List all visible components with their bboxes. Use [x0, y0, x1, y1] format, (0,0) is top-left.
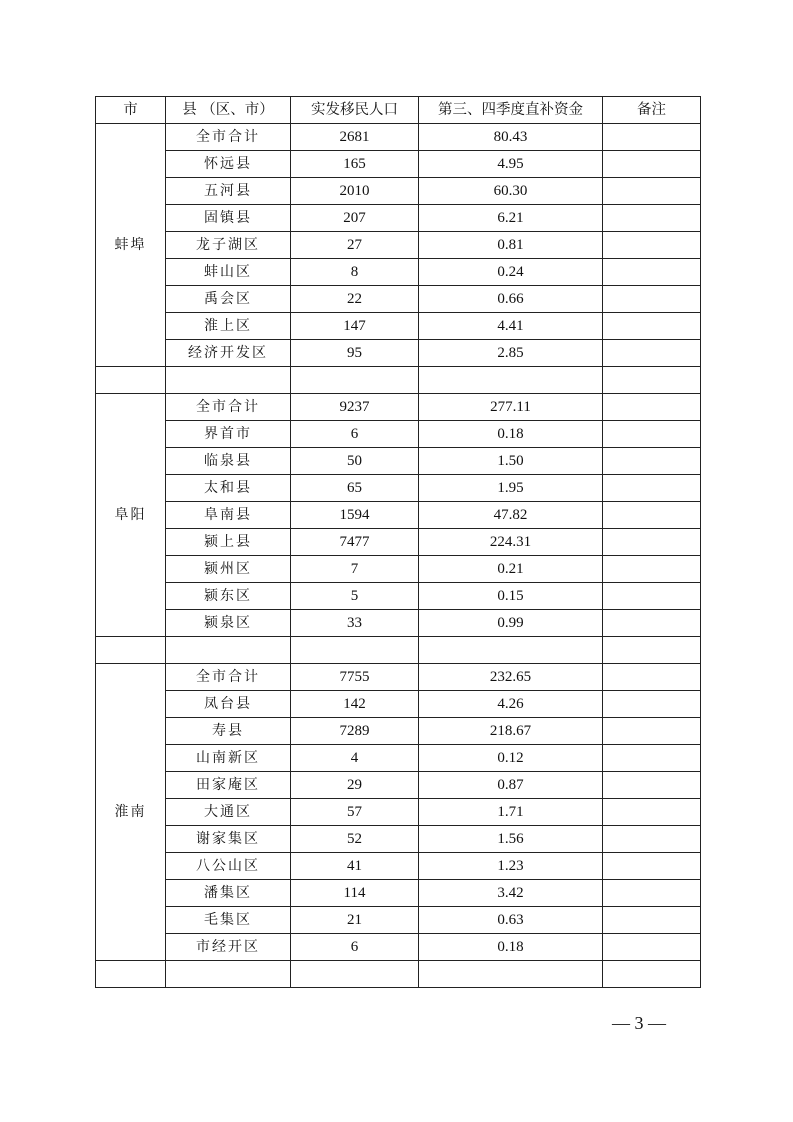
funds-cell: 0.15: [419, 583, 603, 610]
table-row: [96, 232, 701, 259]
funds-cell: 60.30: [419, 178, 603, 205]
funds-cell: 0.21: [419, 556, 603, 583]
county-cell: 凤台县: [166, 691, 291, 718]
population-cell: 21: [291, 907, 419, 934]
empty-cell: [419, 367, 603, 394]
remarks-cell: [603, 664, 701, 691]
remarks-cell: [603, 232, 701, 259]
remarks-cell: [603, 826, 701, 853]
table-row: [96, 448, 701, 475]
funds-cell: 0.24: [419, 259, 603, 286]
population-cell: 22: [291, 286, 419, 313]
funds-cell: 0.12: [419, 745, 603, 772]
table-row: [96, 394, 701, 421]
funds-cell: 232.65: [419, 664, 603, 691]
table-row: [96, 529, 701, 556]
empty-cell: [291, 961, 419, 988]
table-row: [96, 178, 701, 205]
remarks-cell: [603, 772, 701, 799]
table-row: [96, 502, 701, 529]
funds-cell: 0.81: [419, 232, 603, 259]
population-cell: 7: [291, 556, 419, 583]
county-cell: 颍州区: [166, 556, 291, 583]
table-row: [96, 610, 701, 637]
table-row: [96, 772, 701, 799]
remarks-cell: [603, 853, 701, 880]
remarks-cell: [603, 421, 701, 448]
funds-cell: 1.71: [419, 799, 603, 826]
county-cell: 颍泉区: [166, 610, 291, 637]
table-row: [96, 259, 701, 286]
remarks-cell: [603, 124, 701, 151]
county-cell: 阜南县: [166, 502, 291, 529]
population-cell: 27: [291, 232, 419, 259]
table-body: [96, 124, 701, 988]
empty-cell: [166, 961, 291, 988]
funds-cell: 1.95: [419, 475, 603, 502]
city-cell: 蚌埠: [96, 124, 166, 367]
subsidy-table: [95, 96, 701, 988]
remarks-cell: [603, 502, 701, 529]
funds-cell: 4.95: [419, 151, 603, 178]
header-population: 实发移民人口: [291, 97, 419, 124]
population-cell: 6: [291, 934, 419, 961]
table-row: [96, 907, 701, 934]
population-cell: 7289: [291, 718, 419, 745]
funds-cell: 1.23: [419, 853, 603, 880]
population-cell: 165: [291, 151, 419, 178]
table-row: [96, 583, 701, 610]
table-row: [96, 799, 701, 826]
remarks-cell: [603, 313, 701, 340]
population-cell: 207: [291, 205, 419, 232]
city-cell: 阜阳: [96, 394, 166, 637]
population-cell: 2681: [291, 124, 419, 151]
table-row: [96, 934, 701, 961]
funds-cell: 1.50: [419, 448, 603, 475]
empty-cell: [291, 367, 419, 394]
remarks-cell: [603, 934, 701, 961]
population-cell: 33: [291, 610, 419, 637]
funds-cell: 47.82: [419, 502, 603, 529]
table-row: [96, 826, 701, 853]
population-cell: 142: [291, 691, 419, 718]
remarks-cell: [603, 151, 701, 178]
population-cell: 4: [291, 745, 419, 772]
remarks-cell: [603, 880, 701, 907]
population-cell: 8: [291, 259, 419, 286]
empty-cell: [291, 637, 419, 664]
population-cell: 41: [291, 853, 419, 880]
remarks-cell: [603, 286, 701, 313]
remarks-cell: [603, 340, 701, 367]
population-cell: 95: [291, 340, 419, 367]
table-row: [96, 205, 701, 232]
funds-cell: 1.56: [419, 826, 603, 853]
remarks-cell: [603, 799, 701, 826]
county-cell: 怀远县: [166, 151, 291, 178]
empty-cell: [96, 637, 166, 664]
funds-cell: 0.18: [419, 934, 603, 961]
population-cell: 52: [291, 826, 419, 853]
remarks-cell: [603, 178, 701, 205]
population-cell: 50: [291, 448, 419, 475]
population-cell: 1594: [291, 502, 419, 529]
funds-cell: 277.11: [419, 394, 603, 421]
remarks-cell: [603, 529, 701, 556]
county-cell: 田家庵区: [166, 772, 291, 799]
table-row: [96, 718, 701, 745]
remarks-cell: [603, 745, 701, 772]
empty-cell: [603, 637, 701, 664]
county-cell: 八公山区: [166, 853, 291, 880]
funds-cell: 218.67: [419, 718, 603, 745]
table-row: [96, 421, 701, 448]
population-cell: 147: [291, 313, 419, 340]
county-cell: 潘集区: [166, 880, 291, 907]
header-remarks: 备注: [603, 97, 701, 124]
funds-cell: 0.63: [419, 907, 603, 934]
population-cell: 114: [291, 880, 419, 907]
county-cell: 龙子湖区: [166, 232, 291, 259]
funds-cell: 4.41: [419, 313, 603, 340]
remarks-cell: [603, 556, 701, 583]
funds-cell: 0.87: [419, 772, 603, 799]
header-row: [96, 97, 701, 124]
table-row: [96, 124, 701, 151]
table-row: [96, 664, 701, 691]
remarks-cell: [603, 610, 701, 637]
header-city: 市: [96, 97, 166, 124]
county-cell: 太和县: [166, 475, 291, 502]
county-cell: 五河县: [166, 178, 291, 205]
table-row: [96, 340, 701, 367]
population-cell: 65: [291, 475, 419, 502]
page-number: — 3 —: [612, 1013, 666, 1033]
funds-cell: 6.21: [419, 205, 603, 232]
table-row: [96, 880, 701, 907]
population-cell: 5: [291, 583, 419, 610]
table-row: [96, 853, 701, 880]
remarks-cell: [603, 475, 701, 502]
remarks-cell: [603, 583, 701, 610]
table-row: [96, 151, 701, 178]
county-cell: 毛集区: [166, 907, 291, 934]
county-cell: 山南新区: [166, 745, 291, 772]
county-cell: 经济开发区: [166, 340, 291, 367]
table-row: [96, 475, 701, 502]
population-cell: 29: [291, 772, 419, 799]
funds-cell: 4.26: [419, 691, 603, 718]
population-cell: 7755: [291, 664, 419, 691]
table-row: [96, 691, 701, 718]
empty-cell: [166, 637, 291, 664]
county-cell: 颍上县: [166, 529, 291, 556]
empty-cell: [419, 637, 603, 664]
remarks-cell: [603, 448, 701, 475]
funds-cell: 3.42: [419, 880, 603, 907]
remarks-cell: [603, 205, 701, 232]
county-cell: 淮上区: [166, 313, 291, 340]
funds-cell: 0.99: [419, 610, 603, 637]
funds-cell: 2.85: [419, 340, 603, 367]
county-cell: 固镇县: [166, 205, 291, 232]
table-row: [96, 745, 701, 772]
county-cell: 全市合计: [166, 124, 291, 151]
city-cell: 淮南: [96, 664, 166, 961]
funds-cell: 80.43: [419, 124, 603, 151]
population-cell: 6: [291, 421, 419, 448]
blank-row: [96, 637, 701, 664]
funds-cell: 0.18: [419, 421, 603, 448]
table-row: [96, 313, 701, 340]
header-funds: 第三、四季度直补资金: [419, 97, 603, 124]
remarks-cell: [603, 691, 701, 718]
blank-row: [96, 367, 701, 394]
empty-cell: [603, 367, 701, 394]
remarks-cell: [603, 718, 701, 745]
population-cell: 9237: [291, 394, 419, 421]
header-county: 县 （区、市）: [166, 97, 291, 124]
county-cell: 蚌山区: [166, 259, 291, 286]
table-row: [96, 286, 701, 313]
empty-cell: [603, 961, 701, 988]
table-row: [96, 556, 701, 583]
county-cell: 界首市: [166, 421, 291, 448]
empty-cell: [96, 961, 166, 988]
funds-cell: 224.31: [419, 529, 603, 556]
empty-cell: [96, 367, 166, 394]
county-cell: 寿县: [166, 718, 291, 745]
county-cell: 全市合计: [166, 664, 291, 691]
county-cell: 市经开区: [166, 934, 291, 961]
empty-cell: [166, 367, 291, 394]
population-cell: 57: [291, 799, 419, 826]
blank-row: [96, 961, 701, 988]
county-cell: 谢家集区: [166, 826, 291, 853]
county-cell: 禹会区: [166, 286, 291, 313]
population-cell: 7477: [291, 529, 419, 556]
remarks-cell: [603, 907, 701, 934]
county-cell: 临泉县: [166, 448, 291, 475]
population-cell: 2010: [291, 178, 419, 205]
funds-cell: 0.66: [419, 286, 603, 313]
county-cell: 颍东区: [166, 583, 291, 610]
county-cell: 大通区: [166, 799, 291, 826]
remarks-cell: [603, 259, 701, 286]
remarks-cell: [603, 394, 701, 421]
county-cell: 全市合计: [166, 394, 291, 421]
empty-cell: [419, 961, 603, 988]
